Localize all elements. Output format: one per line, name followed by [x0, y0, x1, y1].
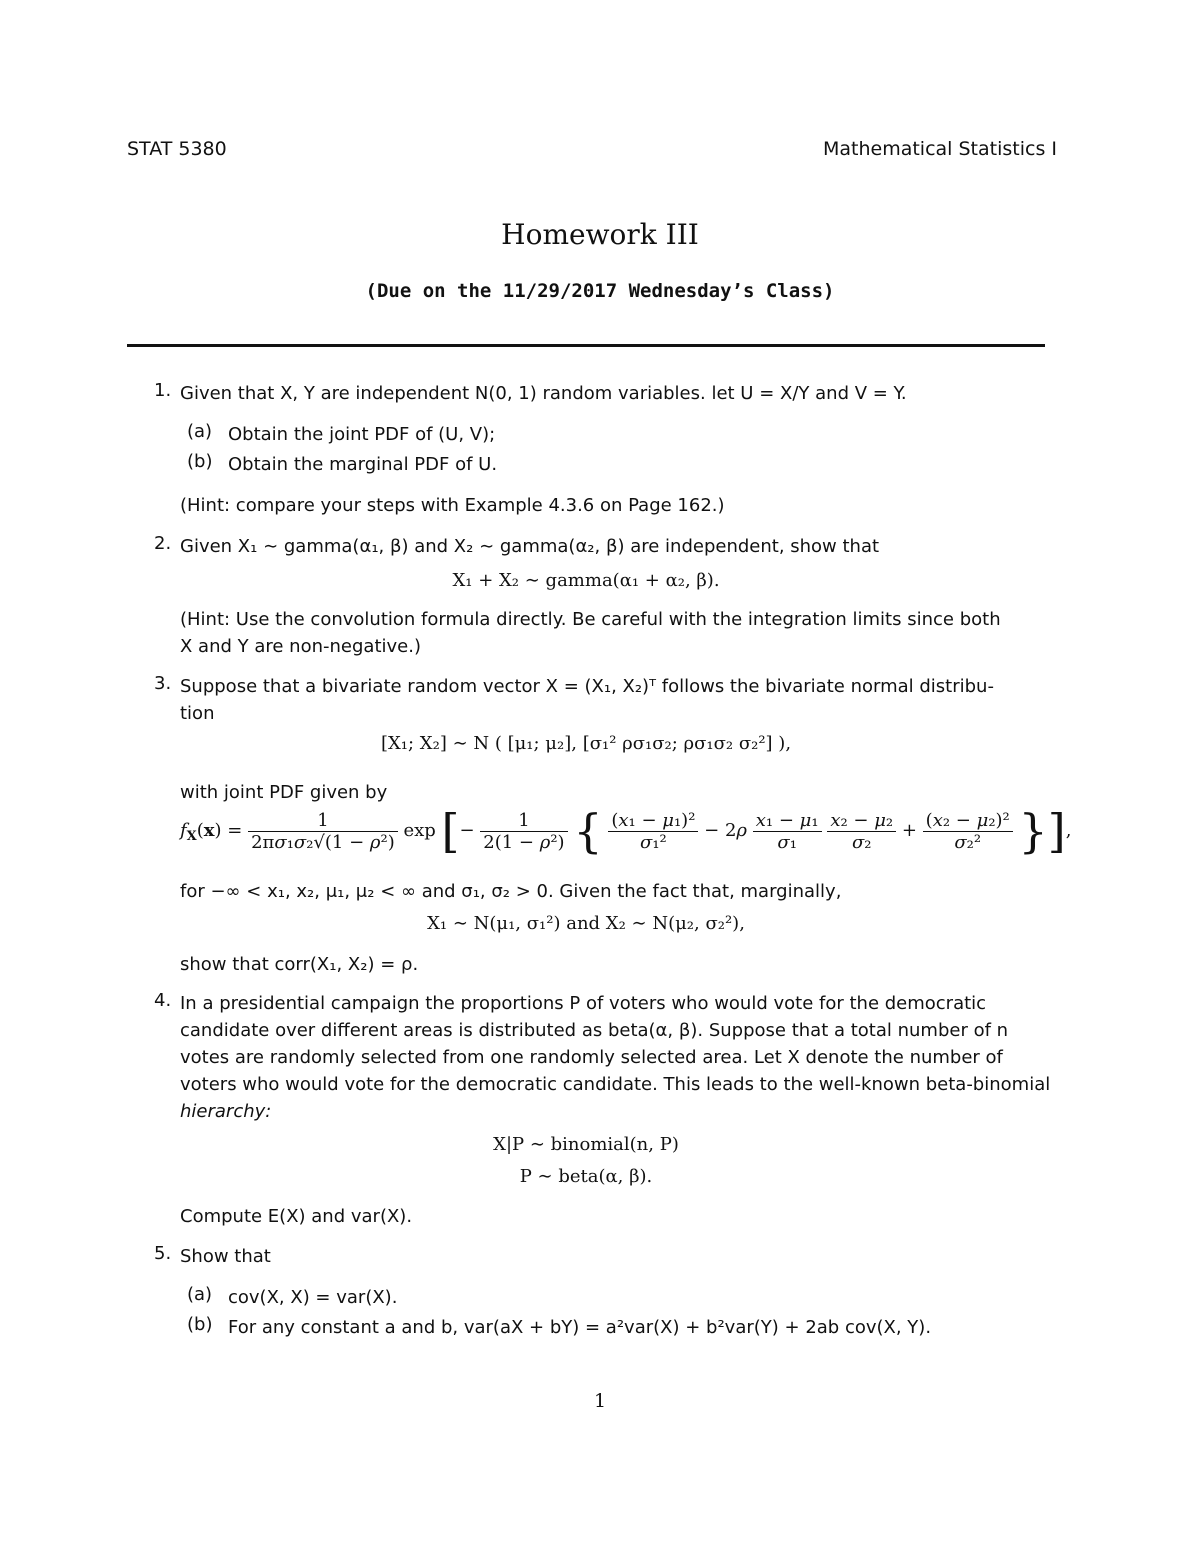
problem-3-line1: Suppose that a bivariate random vector X = (X₁, X₂)ᵀ follows the bivariate normal distribu-	[180, 676, 994, 697]
problem-5-number: 5.	[154, 1243, 172, 1264]
problem-3-show: show that corr(X₁, X₂) = ρ.	[180, 954, 419, 975]
course-title: Mathematical Statistics I	[822, 138, 1057, 160]
problem-2-hint-line2: X and Y are non-negative.)	[180, 636, 421, 657]
problem-3-number: 3.	[154, 673, 172, 694]
problem-4-compute: Compute E(X) and var(X).	[180, 1206, 413, 1227]
problem-4-line5: hierarchy:	[180, 1101, 272, 1122]
problem-1-number: 1.	[154, 380, 172, 401]
problem-2-number: 2.	[154, 533, 172, 554]
problem-1b-text: Obtain the marginal PDF of U.	[228, 454, 498, 475]
problem-5-text: Show that	[180, 1246, 271, 1267]
problem-3-line2: tion	[180, 703, 215, 724]
problem-5b-label: (b)	[187, 1314, 213, 1335]
problem-1-text: Given that X, Y are independent N(0, 1) random variables. let U = X/Y and V = Y.	[180, 383, 907, 404]
horizontal-rule	[127, 344, 1045, 347]
problem-5b-text: For any constant a and b, var(aX + bY) = a²var(X) + b²var(Y) + 2ab cov(X, Y).	[228, 1317, 932, 1338]
course-code: STAT 5380	[127, 138, 227, 160]
problem-4-number: 4.	[154, 990, 172, 1011]
problem-4-hierarchy-1: X|P ∼ binomial(n, P)	[493, 1134, 679, 1155]
page-title: Homework III	[501, 218, 699, 251]
problem-2-hint-line1: (Hint: Use the convolution formula directly. Be careful with the integration limits since both	[180, 609, 1001, 630]
due-date: (Due on the 11/29/2017 Wednesday’s Class)	[365, 280, 835, 302]
problem-3-marginals: X₁ ∼ N(μ₁, σ₁²) and X₂ ∼ N(μ₂, σ₂²),	[427, 913, 745, 934]
problem-4-line3: votes are randomly selected from one randomly selected area. Let X denote the number of	[180, 1047, 1003, 1068]
problem-3-distribution: [X₁; X₂] ∼ N ( [μ₁; μ₂], [σ₁² ρσ₁σ₂; ρσ₁σ₂ σ₂²] ),	[380, 733, 792, 754]
page-number: 1	[593, 1390, 607, 1412]
problem-4-line1: In a presidential campaign the proportions P of voters who would vote for the democratic	[180, 993, 987, 1014]
problem-1-hint: (Hint: compare your steps with Example 4.3.6 on Page 162.)	[180, 495, 725, 516]
problem-5a-label: (a)	[187, 1284, 213, 1305]
problem-3-joint-intro: with joint PDF given by	[180, 782, 388, 803]
problem-1b-label: (b)	[187, 451, 213, 472]
problem-2-text: Given X₁ ∼ gamma(α₁, β) and X₂ ∼ gamma(α₂, β) are independent, show that	[180, 536, 880, 557]
problem-1a-text: Obtain the joint PDF of (U, V);	[228, 424, 496, 445]
problem-4-line4: voters who would vote for the democratic candidate. This leads to the well-known beta-binomial	[180, 1074, 1051, 1095]
problem-4-line2: candidate over different areas is distributed as beta(α, β). Suppose that a total number of n	[180, 1020, 1009, 1041]
problem-2-formula: X₁ + X₂ ∼ gamma(α₁ + α₂, β).	[452, 570, 720, 591]
joint-pdf-formula: $f_X(x)$ = $\frac{1}{\text{2πσ₁σ₂√(1 − ρ²)}}$ exp [− $\frac{1}{\text{2(1 − ρ²)}}$ { $\frac{\text{(x₁ − μ₁)²}}{\text{σ₁²}}$ − 2ρ $\frac{\text{x₁ − μ₁}}{\text{σ₁}}$ $\frac{\text{x₂ − μ₂}}{\text{σ₂}}$ + $\frac{\text{(x₂ − μ₂)²}}{\text{σ₂²}}$ }],	[180, 804, 1072, 858]
problem-3-conditions: for −∞ < x₁, x₂, μ₁, μ₂ < ∞ and σ₁, σ₂ > 0. Given the fact that, marginally,	[180, 881, 842, 902]
problem-1a-label: (a)	[187, 421, 213, 442]
problem-5a-text: cov(X, X) = var(X).	[228, 1287, 398, 1308]
problem-4-hierarchy-2: P ∼ beta(α, β).	[519, 1166, 653, 1187]
